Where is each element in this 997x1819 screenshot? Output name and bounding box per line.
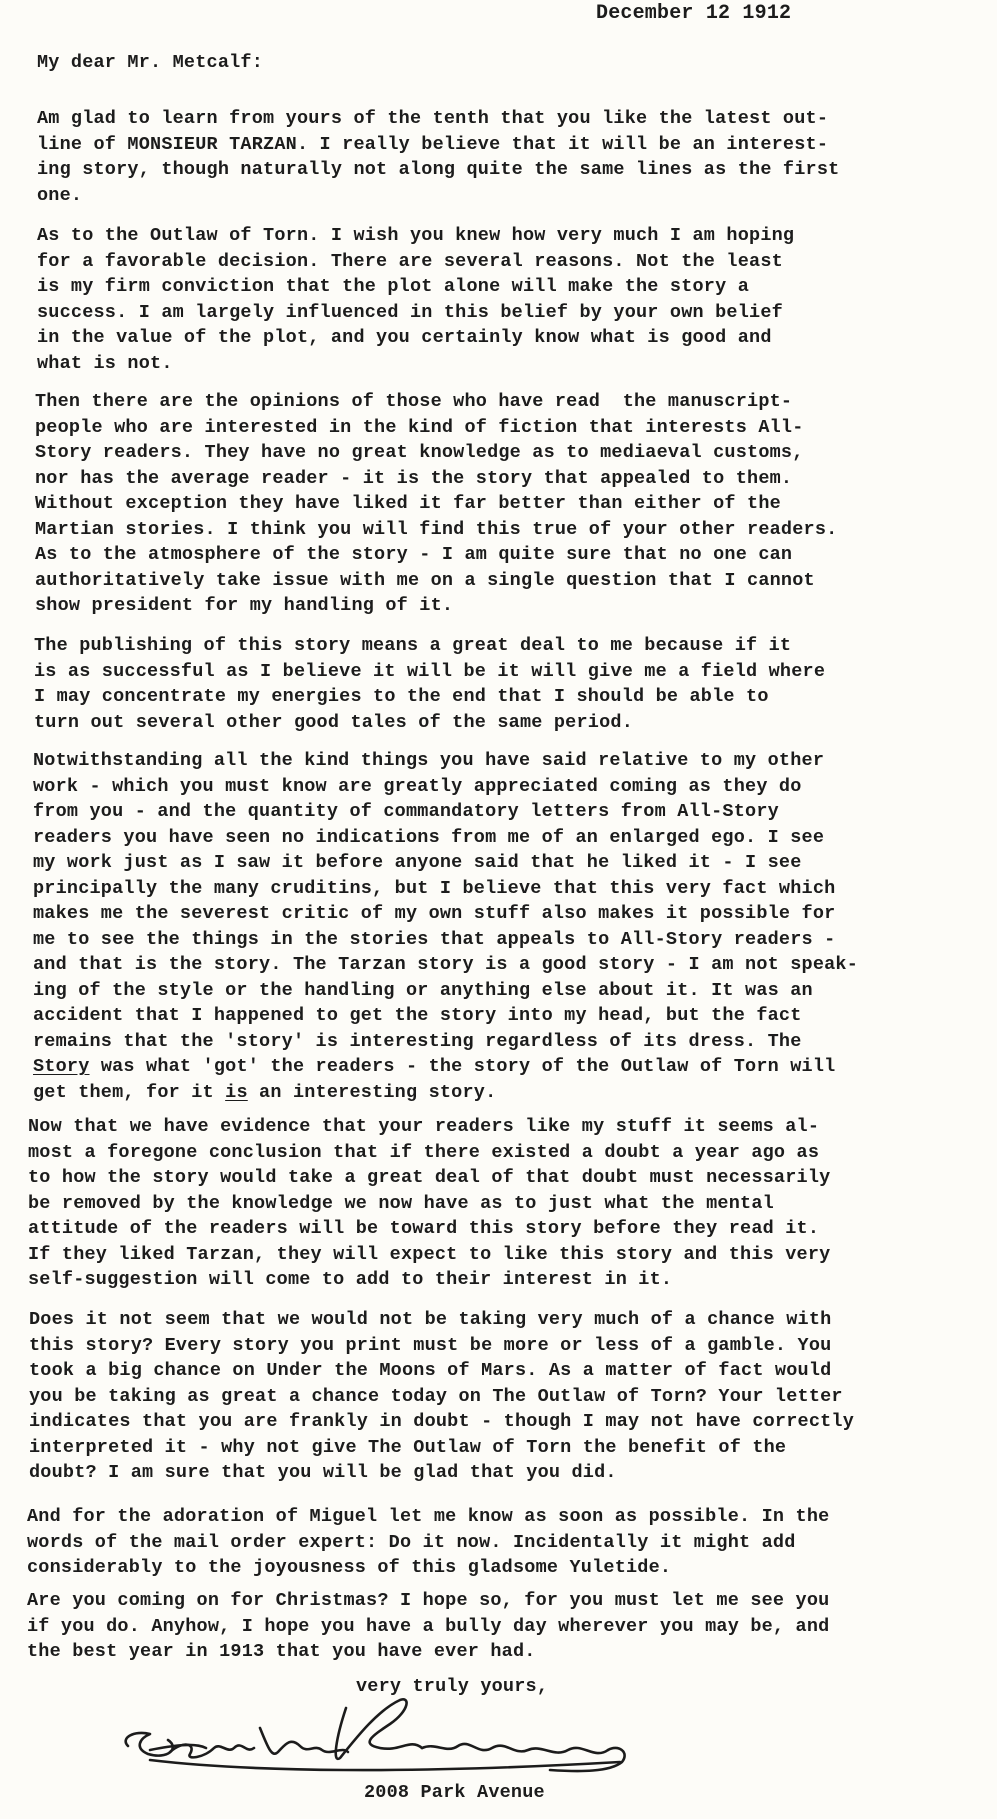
letter-line: As to the Outlaw of Torn. I wish you knew how very much I am hoping xyxy=(37,225,795,246)
letter-line: success. I am largely influenced in this belief by your own belief xyxy=(37,301,783,323)
letter-line: get them, for it is an interesting story. xyxy=(33,1081,497,1103)
letter-line: be removed by the knowledge we now have as to just what the mental xyxy=(28,1192,774,1214)
letter-line: this story? Every story you print must be more or less of a gamble. You xyxy=(29,1334,832,1356)
letter-line: remains that the 'story' is interesting regardless of its dress. The xyxy=(33,1030,802,1052)
letter-line: Does it not seem that we would not be taking very much of a chance with xyxy=(29,1309,832,1330)
letter-line: Notwithstanding all the kind things you have said relative to my other xyxy=(33,750,825,771)
letter-line: Martian stories. I think you will find this true of your other readers. xyxy=(35,518,838,540)
salutation: My dear Mr. Metcalf: xyxy=(37,52,264,73)
letter-line: ing story, though naturally not along quite the same lines as the first xyxy=(37,159,840,180)
letter-line: If they liked Tarzan, they will expect to like this story and this very xyxy=(28,1243,831,1265)
return-address: 2008 Park Avenue xyxy=(364,1782,545,1803)
letter-line: what is not. xyxy=(37,352,173,374)
letter-line: The publishing of this story means a great deal to me because if it xyxy=(34,635,792,656)
letter-line: work - which you must know are greatly appreciated coming as they do xyxy=(33,775,802,797)
letter-line: from you - and the quantity of commandatory letters from All-Story xyxy=(33,801,779,822)
letter-line: makes me the severest critic of my own stuff also makes it possible for xyxy=(33,903,836,924)
letter-line: Without exception they have liked it far better than either of the xyxy=(35,493,781,514)
letter-line: Are you coming on for Christmas? I hope so, for you must let me see you xyxy=(27,1590,830,1611)
letter-line: interpreted it - why not give The Outlaw of Torn the benefit of the xyxy=(29,1436,787,1458)
letter-line: words of the mail order expert: Do it now. Incidentally it might add xyxy=(27,1531,796,1553)
letter-line: ing of the style or the handling or anything else about it. It was an xyxy=(33,979,813,1001)
letter-line: if you do. Anyhow, I hope you have a bully day wherever you may be, and xyxy=(27,1615,830,1637)
letter-line: took a big chance on Under the Moons of Mars. As a matter of fact would xyxy=(29,1360,832,1381)
letter-line: accident that I happened to get the story into my head, but the fact xyxy=(33,1005,802,1026)
letter-line: Now that we have evidence that your readers like my stuff it seems al- xyxy=(28,1116,820,1137)
letter-line: people who are interested in the kind of fiction that interests All- xyxy=(35,416,804,438)
letter-line: considerably to the joyousness of this gladsome Yuletide. xyxy=(27,1557,672,1578)
letter-line: Then there are the opinions of those who have read the manuscript- xyxy=(35,391,793,412)
letter-line: show president for my handling of it. xyxy=(35,595,454,616)
letter-line: Story readers. They have no great knowledge as to mediaeval customs, xyxy=(35,442,804,463)
letter-line: self-suggestion will come to add to their interest in it. xyxy=(28,1269,673,1290)
letter-line: readers you have seen no indications from me of an enlarged ego. I see xyxy=(33,826,825,848)
letter-line: indicates that you are frankly in doubt - though I may not have correctly xyxy=(29,1411,855,1432)
letter-line: I may concentrate my energies to the end that I should be able to xyxy=(34,686,769,707)
letter-line: Story was what 'got' the readers - the story of the Outlaw of Torn will xyxy=(33,1056,836,1077)
closing: very truly yours, xyxy=(356,1676,549,1697)
letter-line: for a favorable decision. There are several reasons. Not the least xyxy=(37,250,783,272)
letter-line: and that is the story. The Tarzan story is a good story - I am not speak- xyxy=(33,954,859,975)
letter-line: is as successful as I believe it will be it will give me a field where xyxy=(34,660,826,682)
letter-line: my work just as I saw it before anyone said that he liked it - I see xyxy=(33,852,802,873)
letter-line: one. xyxy=(37,184,83,206)
letter-line: you be taking as great a chance today on The Outlaw of Torn? Your letter xyxy=(29,1385,843,1407)
letter-line: in the value of the plot, and you certainly know what is good and xyxy=(37,327,772,348)
letter-line: the best year in 1913 that you have ever had. xyxy=(27,1641,536,1662)
letter-line: nor has the average reader - it is the story that appealed to them. xyxy=(35,467,793,489)
letter-line: to how the story would take a great deal of that doubt must necessarily xyxy=(28,1167,831,1188)
letter-line: me to see the things in the stories that appeals to All-Story readers - xyxy=(33,928,836,950)
letter-line: And for the adoration of Miguel let me know as soon as possible. In the xyxy=(27,1506,830,1527)
letter-line: most a foregone conclusion that if there existed a doubt a year ago as xyxy=(28,1141,820,1163)
letter-line: attitude of the readers will be toward this story before they read it. xyxy=(28,1218,820,1239)
letter-line: principally the many cruditins, but I believe that this very fact which xyxy=(33,877,836,899)
letter-line: turn out several other good tales of the same period. xyxy=(34,711,633,733)
letter-line: Am glad to learn from yours of the tenth that you like the latest out- xyxy=(37,108,829,129)
letter-line: authoritatively take issue with me on a single question that I cannot xyxy=(35,569,815,591)
letter-line: As to the atmosphere of the story - I am quite sure that no one can xyxy=(35,544,793,565)
letter-date: December 12 1912 xyxy=(596,2,792,25)
letter-line: is my firm conviction that the plot alone will make the story a xyxy=(37,276,750,297)
letter-line: doubt? I am sure that you will be glad that you did. xyxy=(29,1462,617,1483)
letter-line: line of MONSIEUR TARZAN. I really believe that it will be an interest- xyxy=(37,133,829,155)
